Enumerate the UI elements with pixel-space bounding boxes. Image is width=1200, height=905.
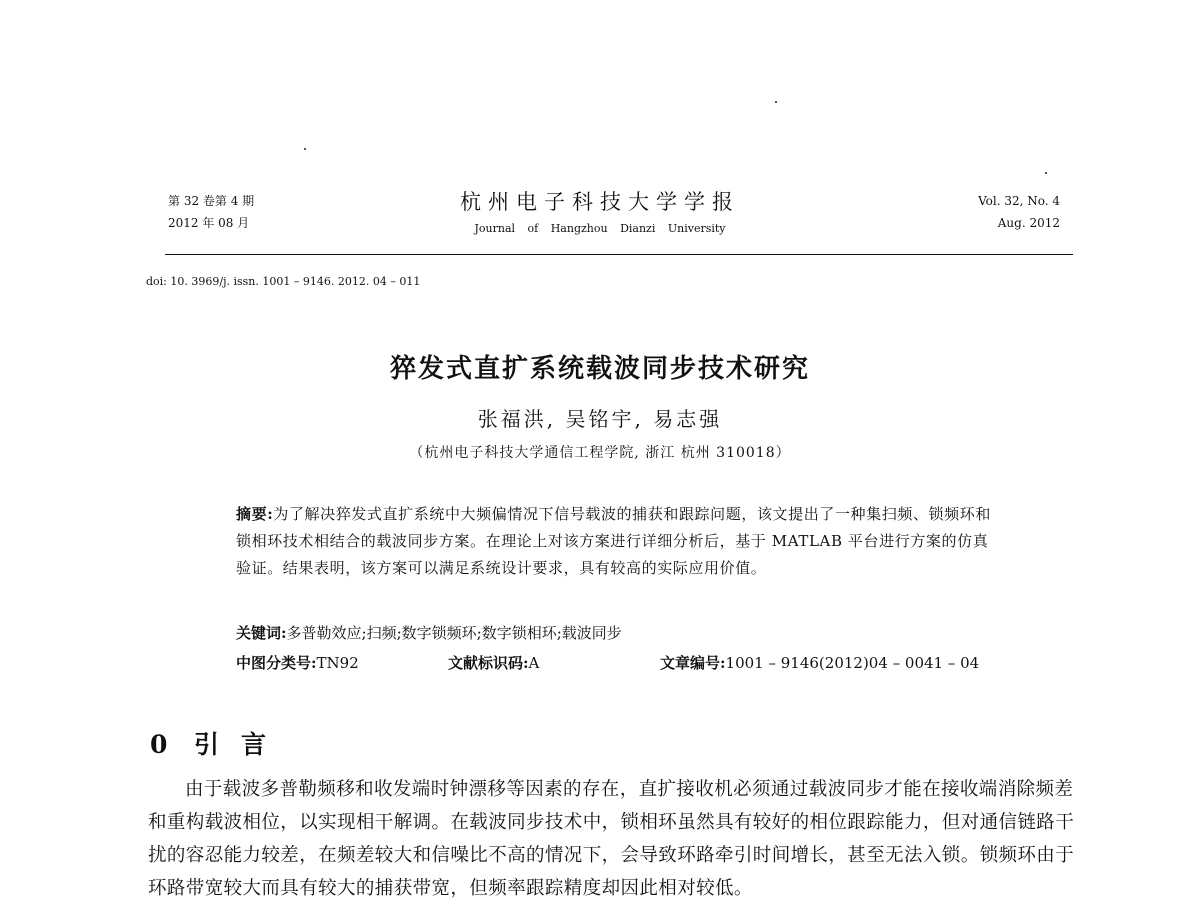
header-right <box>880 190 1060 234</box>
keywords-text: 多普勒效应;扫频;数字锁频环;数字锁相环;载波同步 <box>286 624 622 642</box>
scan-speck <box>775 101 777 103</box>
article-no-label: 文章编号: <box>660 654 726 672</box>
article-title: 猝发式直扩系统载波同步技术研究 <box>389 354 810 384</box>
body-text <box>148 773 1076 899</box>
date-en: Aug. 2012 <box>997 216 1060 230</box>
volume-issue-en: Vol. 32, No. 4 <box>978 194 1060 208</box>
clc <box>236 652 359 673</box>
doi: doi: 10. 3969/j. issn. 1001 – 9146. 2012. 04 – 011 <box>146 275 421 288</box>
abstract <box>236 501 996 582</box>
doc-code-label: 文献标识码: <box>448 654 529 672</box>
article-no <box>660 652 979 673</box>
abstract-text: 为了解决猝发式直扩系统中大频偏情况下信号载波的捕获和跟踪问题，该文提出了一种集扫频、锁频环和锁相环技术相结合的载波同步方案。在理论上对该方案进行详细分析后，基于 MATLAB 平台进行方案的仿真验证。结果表明，该方案可以满足系统设计要求，具有较高的实际应用价值。 <box>236 505 991 577</box>
keywords-label: 关键词: <box>236 624 287 642</box>
section-number: 0 <box>150 730 168 759</box>
doc-code <box>448 652 539 673</box>
classification-row <box>236 652 996 674</box>
header-rule <box>165 254 1073 255</box>
clc-label: 中图分类号: <box>236 654 317 672</box>
volume-issue: 第 32 卷第 4 期 <box>168 194 255 208</box>
doc-code-value: A <box>528 654 540 672</box>
journal-name-en: Journal of Hangzhou Dianzi University <box>474 222 726 235</box>
abstract-label: 摘要: <box>236 505 274 523</box>
article-authors: 张福洪, 吴铭宇, 易志强 <box>477 407 723 431</box>
section-heading <box>150 725 288 761</box>
clc-value: TN92 <box>316 654 359 672</box>
journal-name-zh: 杭州电子科技大学学报 <box>460 190 740 214</box>
section-title: 引言 <box>194 730 289 759</box>
journal-masthead <box>300 186 900 235</box>
article-no-value: 1001 – 9146(2012)04 – 0041 – 04 <box>725 654 980 672</box>
body-paragraph: 由于载波多普勒频移和收发端时钟漂移等因素的存在，直扩接收机必须通过载波同步才能在接收端消除频差和重构载波相位，以实现相干解调。在载波同步技术中，锁相环虽然具有较好的相位跟踪能力，但对通信链路干扰的容忍能力较差，在频差较大和信噪比不高的情况下，会导致环路牵引时间增长，甚至无法入锁。锁频环由于环路带宽较大而具有较大的捕获带宽，但频率跟踪精度却因此相对较低。 <box>148 779 1075 899</box>
keywords <box>236 622 996 643</box>
scan-speck <box>304 148 306 150</box>
scan-speck <box>1045 172 1047 174</box>
date-cn: 2012 年 08 月 <box>168 216 250 230</box>
article-affiliation: （杭州电子科技大学通信工程学院, 浙江 杭州 310018） <box>409 445 791 461</box>
